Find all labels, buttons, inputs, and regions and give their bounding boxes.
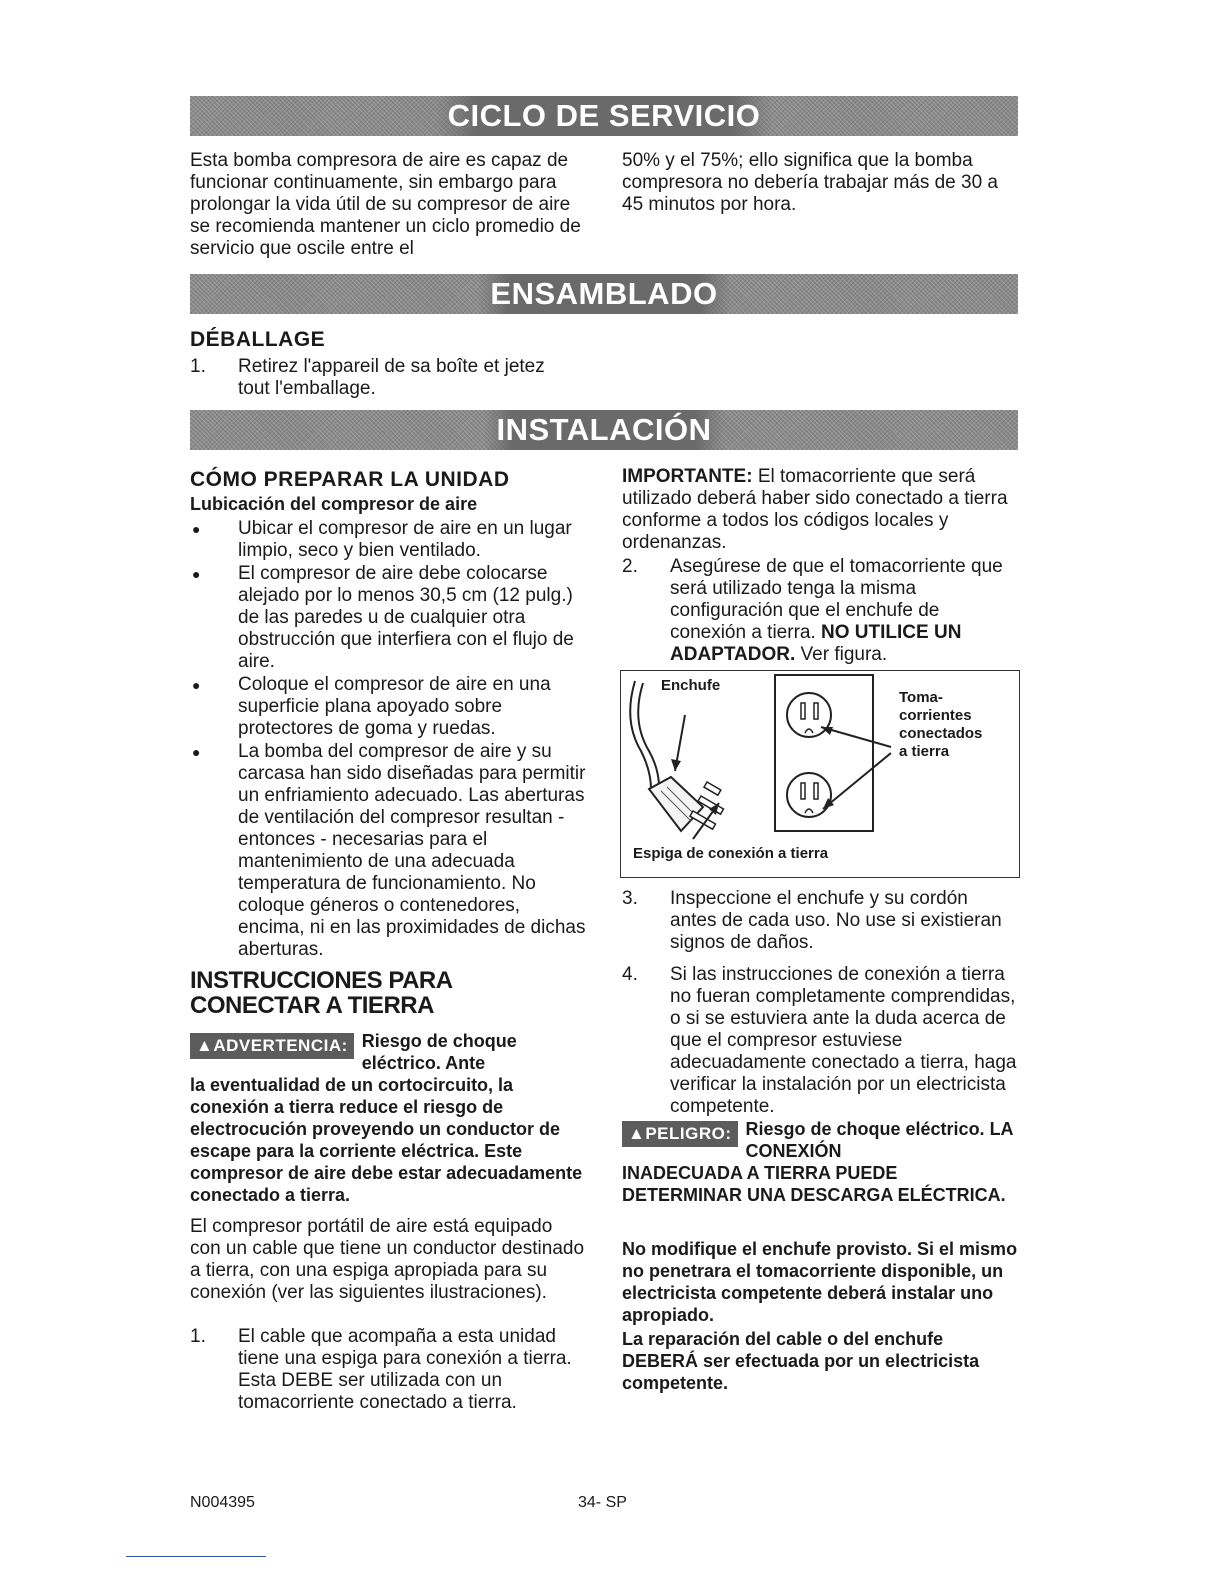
no-modify-text: No modifique el enchufe provisto. Si el mismo no penetrara el tomacorriente disponible, un electricista competente deberá instalar uno apropiado. [622,1239,1018,1325]
section-banner-assembly [190,274,1018,314]
danger-triangle-icon: ▲ [628,1124,646,1143]
footer-rule [126,1556,266,1557]
list-item: ● Coloque el compresor de aire en una superficie plana apoyado sobre protectores de goma y ruedas. [192,674,551,739]
outlet-label-line4: a tierra [899,743,950,760]
plug-icon [649,777,724,831]
danger-text: INADECUADA A TIERRA PUEDE DETERMINAR UNA DESCARGA ELÉCTRICA. [622,1163,1006,1205]
list-item: 1. Retirez l'appareil de sa boîte et jetez tout l'emballage. [190,356,545,399]
warning-lead: Riesgo de choque eléctrico. Ante [361,1031,517,1073]
important-label: IMPORTANTE: [622,466,753,487]
section-title: ENSAMBLADO [478,274,729,314]
document-code: N004395 [190,1494,255,1511]
duty-cycle-text-col2: 50% y el 75%; ello significa que la bomba compresora no debería trabajar más de 30 a 45 minutos por hora. [622,150,998,215]
section-banner-installation [190,410,1018,450]
plug-outlet-figure [620,670,1020,878]
location-bullets [190,518,590,962]
danger-block [622,1118,1018,1206]
warning-triangle-icon: ▲ [196,1036,214,1055]
outlet-label-line1: Toma- [899,689,943,706]
warning-badge: ▲ADVERTENCIA: [190,1033,354,1059]
page-number: 34- SP [578,1494,627,1511]
section-title: INSTALACIÓN [484,410,723,450]
repair-text: La reparación del cable o del enchufe DEBERÁ ser efectuada por un electricista competente. [622,1329,980,1393]
list-item: ● El compresor de aire debe colocarse alejado por lo menos 30,5 cm (12 pulg.) de las paredes u de cualquier otra obstrucción que interfiera con el flujo de aire. [192,563,574,672]
plug-label: Enchufe [661,677,721,694]
section-banner-duty-cycle [190,96,1018,136]
unpacking-steps [190,356,580,401]
warning-text: la eventualidad de un cortocircuito, la conexión a tierra reduce el riesgo de electrocución proveyendo un conductor de escape para la corriente eléctrica. Este compresor de aire debe estar adecuadamente conectado a tierra. [190,1075,583,1205]
ground-pin-label: Espiga de conexión a tierra [633,845,829,862]
important-note: IMPORTANTE: El tomacorriente que será utilizado deberá haber sido conectado a tierra conforme a todos los códigos locales y ordenanzas. [622,466,1008,553]
section-title: CICLO DE SERVICIO [436,96,773,136]
duty-cycle-text-col1: Esta bomba compresora de aire es capaz de funcionar continuamente, sin embargo para prolongar la vida útil de su compresor de aire se recomienda mantener un ciclo promedio de servicio que oscile entre el [190,150,581,259]
location-heading: Lubicación del compresor de aire [190,494,478,514]
list-item: 3. Inspeccione el enchufe y su cordón antes de cada uso. No use si existieran signos de daños. [622,888,1002,953]
danger-badge: ▲PELIGRO: [622,1121,738,1147]
list-item: ● La bomba del compresor de aire y su carcasa han sido diseñadas para permitir un enfriamiento adecuado. Las aberturas de ventilación del compresor resultan - entonces - necesarias para el mantenimiento de una adecuada temperatura de funcionamiento. No coloque géneros o contenedores, encima, ni en las proximidades de dichas aberturas. [192,741,586,960]
list-item: 4. Si las instrucciones de conexión a tierra no fueran completamente comprendidas, o si se estuviera ante la duda acerca de que el compresor estuviese adecuadamente conectado a tierra, haga verificar la instalación por un electricista competente. [622,964,1017,1117]
grounding-steps-right [622,888,1018,1119]
list-item: ● Ubicar el compresor de aire en un lugar limpio, seco y bien ventilado. [192,518,572,561]
grounding-step-2 [622,556,1018,667]
outlet-label-line2: corrientes [899,707,972,724]
warning-block [190,1030,590,1206]
danger-lead: Riesgo de choque eléctrico. LA CONEXIÓN [745,1119,1013,1161]
portable-text: El compresor portátil de aire está equipado con un cable que tiene un conductor destinado a tierra, con una espiga apropiada para su conexión (ver las siguientes ilustraciones). [190,1216,585,1303]
list-item: 2. Asegúrese de que el tomacorriente que será utilizado tenga la misma configuración que el enchufe de conexión a tierra. NO UTILICE UN ADAPTADOR. Ver figura. [622,556,1003,665]
grounding-steps-left [190,1326,585,1415]
prepare-heading: CÓMO PREPARAR LA UNIDAD [190,468,510,491]
list-item: 1. El cable que acompaña a esta unidad tiene una espiga para conexión a tierra. Esta DEBE ser utilizada con un tomacorriente conectado a tierra. [190,1326,572,1413]
grounding-heading-line2: CONECTAR A TIERRA [190,992,434,1019]
unpacking-heading: DÉBALLAGE [190,328,326,351]
grounding-heading-line1: INSTRUCCIONES PARA [190,967,453,994]
outlet-label-line3: conectados [899,725,983,742]
